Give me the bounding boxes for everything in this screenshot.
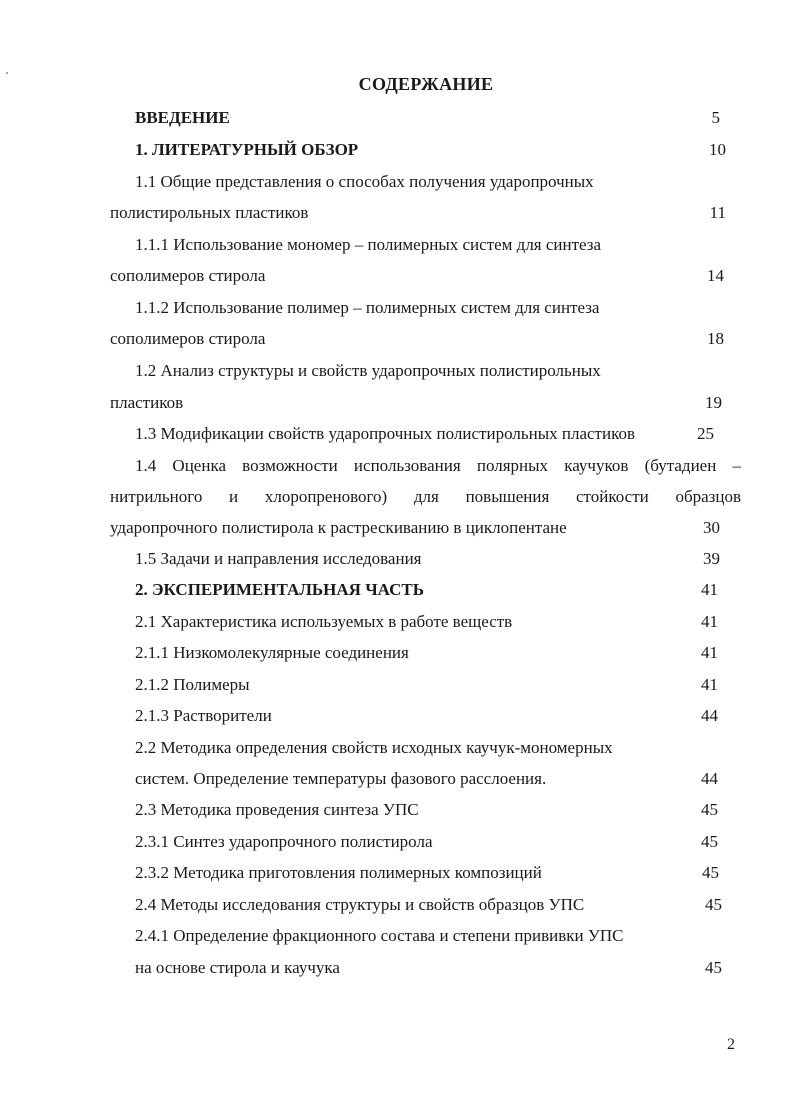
toc-s1-4-page: 30 — [703, 518, 720, 537]
toc-s2-3-2-text: 2.3.2 Методика приготовления полимерных композиций — [135, 863, 542, 882]
toc-s1-4-line3: ударопрочного полистирола к растрескиванию в циклопентане — [110, 518, 567, 537]
toc-s1-2-line2: пластиков — [110, 393, 184, 412]
toc-s2-1-1-page: 41 — [701, 643, 718, 662]
toc-s2-1-1-text: 2.1.1 Низкомолекулярные соединения — [135, 643, 409, 662]
toc-s2-1-3-page: 44 — [701, 706, 718, 725]
toc-s2-3-text: 2.3 Методика проведения синтеза УПС — [135, 800, 419, 819]
toc-s1-1-line1: 1.1 Общие представления о способах получения ударопрочных — [135, 172, 594, 191]
toc-s2-4-page: 45 — [705, 895, 722, 914]
page-number: 2 — [727, 1036, 735, 1053]
toc-s2-4-1-line1: 2.4.1 Определение фракционного состава и степени прививки УПС — [135, 926, 624, 945]
toc-s2-2-page: 44 — [701, 769, 718, 788]
toc-s2-3-page: 45 — [701, 800, 718, 819]
toc-s2-2-line2: систем. Определение температуры фазового расслоения. — [135, 769, 547, 788]
toc-s1-5-text: 1.5 Задачи и направления исследования — [135, 549, 422, 568]
toc-s2-1-text: 2.1 Характеристика используемых в работе веществ — [135, 612, 513, 631]
toc-s1-1-2-line1: 1.1.2 Использование полимер – полимерных систем для синтеза — [135, 298, 600, 317]
toc-intro-label: ВВЕДЕНИЕ — [135, 108, 230, 127]
toc-s2-3-2-page: 45 — [702, 863, 719, 882]
toc-s2-4-text: 2.4 Методы исследования структуры и свойств образцов УПС — [135, 895, 585, 914]
toc-s1-4-line1: 1.4 Оценка возможности использования полярных каучуков (бутадиен – — [135, 456, 741, 475]
toc-s1-1-page: 11 — [709, 203, 726, 222]
toc-s2-3-1-page: 45 — [701, 832, 718, 851]
toc-s1-3-page: 25 — [697, 424, 714, 443]
toc-ch2-page: 41 — [701, 580, 718, 599]
toc-ch1-label: 1. ЛИТЕРАТУРНЫЙ ОБЗОР — [135, 140, 359, 159]
toc-s1-1-line2: полистирольных пластиков — [110, 203, 309, 222]
toc-s2-1-3-text: 2.1.3 Растворители — [135, 706, 272, 725]
toc-ch1-page: 10 — [709, 140, 726, 159]
toc-s2-4-1-line2: на основе стирола и каучука — [135, 958, 340, 977]
toc-title: СОДЕРЖАНИЕ — [358, 74, 494, 94]
toc-s1-3-text: 1.3 Модификации свойств ударопрочных полистирольных пластиков — [135, 424, 635, 443]
toc-intro-page: 5 — [711, 108, 720, 127]
toc-s1-1-2-page: 18 — [707, 329, 724, 348]
toc-s1-4-line2: нитрильного и хлоропренового) для повышения стойкости образцов — [110, 487, 741, 506]
toc-ch2-label: 2. ЭКСПЕРИМЕНТАЛЬНАЯ ЧАСТЬ — [135, 580, 424, 599]
toc-s2-1-page: 41 — [701, 612, 718, 631]
toc-s2-1-2-text: 2.1.2 Полимеры — [135, 675, 250, 694]
toc-s1-2-line1: 1.2 Анализ структуры и свойств ударопрочных полистирольных — [135, 361, 601, 380]
toc-s1-5-page: 39 — [703, 549, 720, 568]
toc-s1-1-1-line1: 1.1.1 Использование мономер – полимерных систем для синтеза — [135, 235, 602, 254]
toc-s1-2-page: 19 — [705, 393, 722, 412]
toc-s2-2-line1: 2.2 Методика определения свойств исходных каучук-мономерных — [135, 738, 613, 757]
toc-s1-1-1-line2: сополимеров стирола — [110, 266, 266, 285]
toc-s1-1-2-line2: сополимеров стирола — [110, 329, 266, 348]
toc-s1-1-1-page: 14 — [707, 266, 724, 285]
toc-s2-3-1-text: 2.3.1 Синтез ударопрочного полистирола — [135, 832, 433, 851]
toc-s2-1-2-page: 41 — [701, 675, 718, 694]
toc-s2-4-1-page: 45 — [705, 958, 722, 977]
